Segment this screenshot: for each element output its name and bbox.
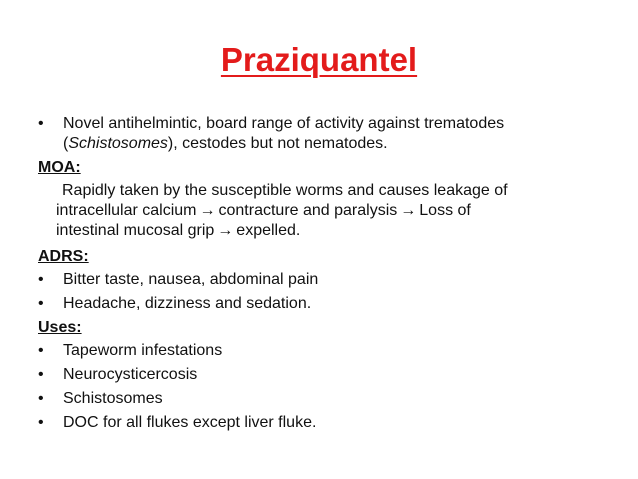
moa-line-2a: intracellular calcium bbox=[56, 202, 197, 219]
intro-italic-term: Schistosomes bbox=[68, 135, 168, 152]
slide-title: Praziquantel bbox=[220, 41, 418, 78]
moa-paragraph bbox=[38, 181, 618, 241]
moa-line-1: Rapidly taken by the susceptible worms and causes leakage of bbox=[62, 182, 508, 199]
intro-bullet bbox=[38, 114, 618, 154]
uses-heading: Uses: bbox=[38, 319, 82, 336]
moa-heading: MOA: bbox=[38, 159, 81, 176]
intro-text-part1: Novel antihelmintic, board range of activity against trematodes bbox=[63, 115, 505, 132]
uses-item: • Schistosomes bbox=[38, 389, 618, 409]
moa-line-3a: intestinal mucosal grip bbox=[56, 222, 215, 239]
moa-line-2c: Loss of bbox=[419, 202, 471, 219]
moa-line-3b: expelled. bbox=[236, 222, 301, 239]
adrs-heading: ADRS: bbox=[38, 248, 89, 265]
uses-item: • Tapeworm infestations bbox=[38, 341, 618, 361]
arrow-icon: → bbox=[400, 202, 417, 219]
intro-text-part2: ), cestodes but not nematodes. bbox=[167, 135, 388, 152]
moa-line-3 bbox=[56, 221, 618, 241]
slide-content bbox=[38, 114, 618, 437]
moa-line-2b: contracture and paralysis bbox=[218, 202, 398, 219]
arrow-icon: → bbox=[199, 202, 216, 219]
intro-paren-open: ( bbox=[63, 135, 69, 152]
moa-line-2 bbox=[56, 201, 618, 221]
adrs-item: • Bitter taste, nausea, abdominal pain bbox=[38, 270, 618, 290]
adrs-item: • Headache, dizziness and sedation. bbox=[38, 294, 618, 314]
arrow-icon: → bbox=[217, 222, 234, 239]
uses-item: • DOC for all flukes except liver fluke. bbox=[38, 413, 618, 433]
uses-item: • Neurocysticercosis bbox=[38, 365, 618, 385]
